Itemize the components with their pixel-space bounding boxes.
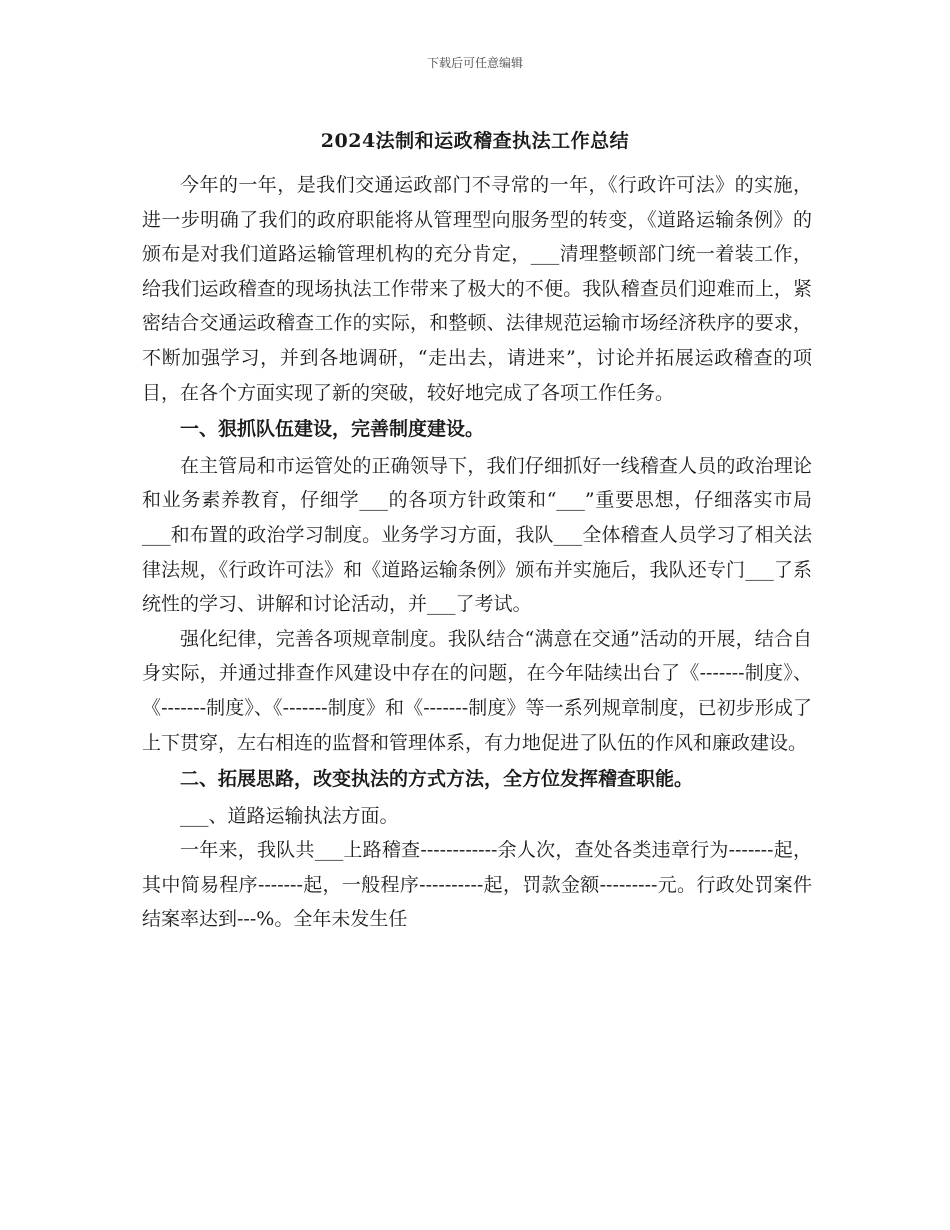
section-heading-1: 一、狠抓队伍建设，完善制度建设。 [180,418,485,441]
intro-paragraph: 今年的一年，是我们交通运政部门不寻常的一年，《行政许可法》的实施，进一步明确了我们的政府职能将从管理型向服务型的转变，《道路运输条例》的颁布是对我们道路运输管理机构的充分肯定，___清理整顿部门统一着装工作，给我们运政稽查的现场执法工作带来了极大的不便。我队稽查员们迎难而上，紧密结合交通运政稽查工作的实际，和整顿、法律规范运输市场经济秩序的要求，不断加强学习，并到各地调研，“走出去，请进来”，讨论并拓展运政稽查的项目，在各个方面实现了新的突破，较好地完成了各项工作任务。 [142,174,812,404]
section-heading-2: 二、拓展思路，改变执法的方式方法，全方位发挥稽查职能。 [180,768,694,791]
section-2-subheading: ___、道路运输执法方面。 [180,804,399,827]
section-1-paragraph-1: 在主管局和市运管处的正确领导下，我们仔细抓好一线稽查人员的政治理论和业务素养教育，仔细学___的各项方针政策和“___”重要思想，仔细落实市局___和布置的政治学习制度。业务学习方面，我队___全体稽查人员学习了相关法律法规，《行政许可法》和《道路运输条例》颁布并实施后，我队还专门___了系统性的学习、讲解和讨论活动，并___了考试。 [142,454,812,616]
document-body [142,168,812,937]
document-title: 2024法制和运政稽查执法工作总结 [320,130,630,152]
section-2-paragraph-1: 一年来，我队共___上路稽查------------余人次，查处各类违章行为-------起，其中简易程序-------起，一般程序----------起，罚款金额---------元。行政处罚案件结案率达到---%。全年未发生任 [142,839,812,931]
section-1-paragraph-2: 强化纪律，完善各项规章制度。我队结合“满意在交通”活动的开展，结合自身实际，并通过排查作风建设中存在的问题，在今年陆续出台了《-------制度》、《-------制度》、《-------制度》和《-------制度》等一系列规章制度，已初步形成了上下贯穿，左右相连的监督和管理体系，有力地促进了队伍的作风和廉政建设。 [142,627,812,754]
page-header-note: 下载后可任意编辑 [426,56,523,70]
